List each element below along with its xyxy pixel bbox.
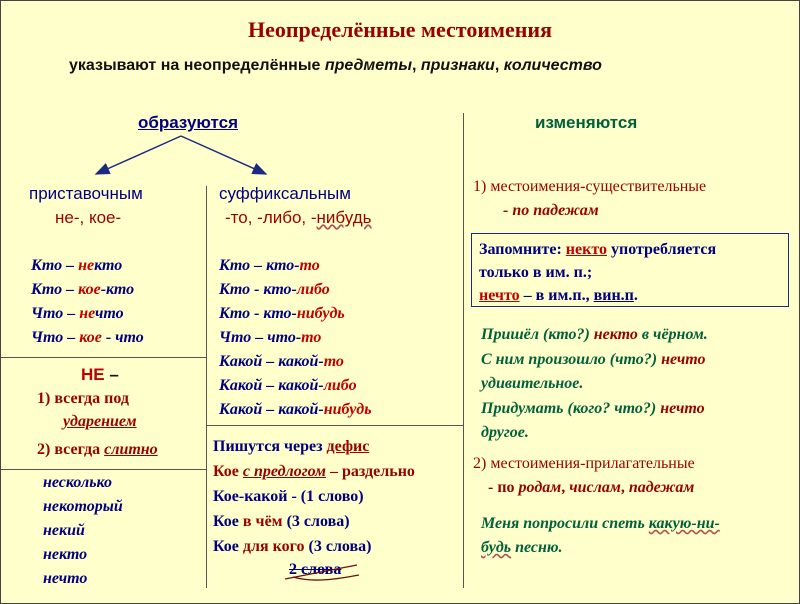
hyphen-rule-5: Кое для кого (3 слова) [213,538,372,555]
ne-rule-1-stress: ударением [63,413,137,430]
formation-heading: образуются [138,113,238,132]
divider-ne-top [1,357,206,358]
list-item: Кто - кто-либо [219,281,330,298]
list-item: Что – кое - что [31,329,144,346]
list-item: Кто – некто [31,257,123,274]
ne-rule-2: 2) всегда слитно [37,441,158,458]
noun-pronouns: 1) местоимения-существительные [473,178,707,195]
hyphen-rule-2: Кое с предлогом – раздельно [213,463,415,480]
hyphen-rule-1: Пишутся через дефис [213,438,370,455]
list-item: Кто - кто-нибудь [219,305,345,322]
prefix-examples [31,254,144,350]
list-item: Кто – кое-кто [31,281,135,298]
divider-ne-bottom [1,469,206,470]
prefix-affixes: не-, кое- [55,208,122,227]
hyphen-rule-4: Кое в чём (3 слова) [213,513,350,530]
list-item: Какой – какой-то [219,353,344,370]
arrow-to-prefix [96,136,181,174]
list-item: нечто [43,570,88,587]
suffix-title: суффиксальным [219,184,351,203]
remember-line-1: Запомните: некто употребляется [479,241,717,258]
divider-hyphen-top [206,425,463,426]
subtitle-word-features: признаки [420,57,495,74]
subtitle-word-quantity: количество [503,57,602,74]
list-item: С ним произошло (что?) нечто [481,350,706,368]
prefix-title: приставочным [29,184,143,203]
example-kakuyu [481,512,720,560]
list-item: Придумать (кого? что?) нечто [481,399,705,417]
adj-pronouns: 2) местоимения-прилагательные [473,455,695,472]
remember-line-2: только в им. п.; [479,264,593,281]
list-item: некий [43,522,85,539]
suffix-affixes: -то, -либо, -нибудь [225,208,372,227]
ne-rule-1: 1) всегда под [37,390,129,407]
list-item: удивительное. [481,375,584,392]
subtitle-comma: , [494,57,504,74]
struck-text: 2 слова [289,561,342,578]
list-item: Какой – какой-нибудь [219,401,372,418]
list-item: будь песню. [481,539,563,556]
adj-pronouns-change: - по родам, числам, падежам [488,479,695,496]
examples-nekto [481,323,708,446]
subtitle-prefix: указывают на неопределённые [69,57,325,74]
list-item: Что – нечто [31,305,124,322]
arrow-to-suffix [181,136,266,174]
subtitle-word-objects: предметы [324,57,412,74]
divider-left-column [206,186,207,588]
remember-box [471,233,789,307]
list-item: Меня попросили спеть какую-ни- [481,515,720,532]
list-item: некоторый [43,498,123,515]
list-item: Пришёл (кто?) некто в чёрном. [481,326,708,343]
list-item: Какой – какой-либо [219,377,357,394]
ne-heading: НЕ – [81,365,119,384]
ne-word-list [43,471,123,591]
list-item: Кто – кто-то [219,257,320,274]
divider-main [463,113,464,588]
page-title: Неопределённые местоимения [247,17,553,42]
list-item: несколько [43,474,112,491]
change-heading: изменяются [535,113,638,132]
list-item: некто [43,546,88,563]
suffix-examples [219,254,372,422]
list-item: другое. [481,424,529,441]
list-item: Что – что-то [219,329,322,346]
subtitle-comma: , [411,57,421,74]
hyphen-rule-3: Кое-какой - (1 слово) [213,488,364,505]
hyphen-rules [213,434,415,559]
remember-line-3: нечто – в им.п., вин.п. [479,287,638,304]
strike-marks [283,559,363,583]
noun-pronouns-case: - по падежам [503,202,599,219]
